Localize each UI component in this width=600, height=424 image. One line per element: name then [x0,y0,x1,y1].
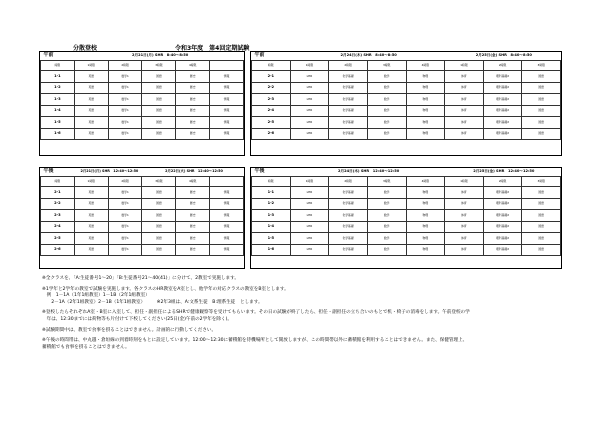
table-row [41,128,244,140]
subject-cell: 歴史 [176,128,210,140]
table-row [41,233,244,245]
note-line: 2－1A（2年1組教室）2－1B（1年1組教室） ※2年3組は、A:文系生徒 B:理系生徒 とします。 [42,299,263,305]
schedule-table [40,52,244,140]
subject-cell: 国語 [522,221,561,233]
subject-cell: 体育 [445,94,484,106]
table-row [41,94,244,106]
subject-cell: 国語 [522,187,561,199]
class-label: 2-3 [252,94,291,106]
class-label: 2-6 [41,244,75,256]
subject-cell: 英語 [74,221,108,233]
period-header [210,177,244,187]
subject-cell: 国語 [522,233,561,245]
subject-cell: 数学1 [108,105,142,117]
table-row [252,94,561,106]
period-header: 時限 [252,177,291,187]
class-label: 2-4 [252,105,291,117]
period-header: 1時限 [290,177,329,187]
class-label: 2-3 [41,210,75,222]
subject-cell: 数学1 [108,221,142,233]
table-row [41,105,244,117]
subject-cell: 理科基礎2 [483,105,522,117]
table-row [41,244,244,256]
subject-cell: 情報 [210,233,244,245]
schedule-table [251,168,561,256]
subject-cell: 国語 [142,198,176,210]
subject-cell: 化学基礎 [329,198,368,210]
subject-cell: 歴史 [176,221,210,233]
subject-cell: 数学1 [108,128,142,140]
subject-cell: 理科基礎2 [483,244,522,256]
schedule-block-afternoon-y2 [39,167,245,269]
schedule-table [251,52,561,140]
class-label: 2-1 [41,187,75,199]
subject-cell: LHR [290,117,329,129]
subject-cell: 数学 [367,244,406,256]
subject-cell: 情報 [210,82,244,94]
subject-cell: 数学 [367,233,406,245]
subject-cell: 歴史 [176,82,210,94]
subject-cell: 歴史 [176,210,210,222]
subject-cell: LHR [290,244,329,256]
subject-cell: 英語 [74,82,108,94]
subject-cell: LHR [290,105,329,117]
subject-cell: 理科基礎2 [483,210,522,222]
note-line: 年は、12:30までには荷物等も片付けて下校してください(25日(金)午前の2学年を除く)。 [42,316,232,322]
subject-cell: 国語 [142,244,176,256]
subject-cell: 国語 [142,117,176,129]
subject-cell: LHR [290,187,329,199]
subject-cell: LHR [290,210,329,222]
subject-cell: 体育 [445,187,484,199]
date-label: 2月21日(月) SHR 12:40～12:50 [80,169,139,174]
subject-cell: 物理 [406,198,445,210]
subject-cell: 物理 [406,128,445,140]
subject-cell: 数学 [367,187,406,199]
subject-cell: 体育 [445,117,484,129]
subject-cell: 物理 [406,233,445,245]
note-line: ※午後の時間帯は、中丸越・倉垣線の到着時刻をもとに設定しています。12:00～12:30に蓄積館を待機場所として開放しますが、この時間帯以外に蓄積館を利用することはできません。また、保健管理上、 [42,338,468,344]
table-row [252,71,561,83]
subject-cell: 化学基礎 [329,128,368,140]
section-label: 午後 [254,168,265,175]
subject-cell: 理科基礎2 [483,117,522,129]
class-label: 2-5 [252,117,291,129]
class-label: 1-1 [41,71,75,83]
school-label: 分散登校 [73,45,98,52]
subject-cell: 国語 [142,105,176,117]
note-line: ※登校したらそれぞれA室・B室に入室して、担任・副担任によるSHRで健康観察等を受けてもらいます。その日の試験が終了したら、担任・副担任の立ち合いのもとで机・椅子の消毒をします。午前登校の学 [42,310,470,316]
subject-cell: 体育 [445,233,484,245]
period-header: 4時限 [176,177,210,187]
period-header: 3時限 [142,177,176,187]
table-row [41,210,244,222]
subject-cell: LHR [290,233,329,245]
class-label: 2-4 [41,221,75,233]
period-header: 1時限 [290,61,329,71]
subject-cell: 国語 [142,71,176,83]
note-line: 例 1－1A（1年1組教室）1－1B（2年1組教室） [42,293,150,299]
subject-cell: 国語 [142,210,176,222]
subject-cell: 化学基礎 [329,210,368,222]
subject-cell: 数学 [367,94,406,106]
period-header: 1時限 [74,177,108,187]
subject-cell: 歴史 [176,198,210,210]
subject-cell: 国語 [142,94,176,106]
period-header: 1時限 [445,177,484,187]
subject-cell: 英語 [74,233,108,245]
subject-cell: 理科基礎2 [483,128,522,140]
date-label: 2月24日(木) SHR 8:40～8:50 [340,53,397,58]
subject-cell: 国語 [522,82,561,94]
subject-cell: 化学基礎 [329,94,368,106]
table-row [252,210,561,222]
table-row [41,117,244,129]
subject-cell: 化学基礎 [329,187,368,199]
subject-cell: 体育 [445,82,484,94]
schedule-block-morning-y1 [39,51,245,156]
subject-cell: 国語 [142,233,176,245]
table-row [252,82,561,94]
subject-cell: 数学 [367,105,406,117]
subject-cell: 情報 [210,71,244,83]
note-line: ※全クラスを、「A:生徒番号1～20」「B:生徒番号21～40(41)」に分けて、2教室で実施します。 [42,276,239,281]
class-label: 1-5 [252,233,291,245]
section-label: 午後 [43,168,54,175]
subject-cell: 数学1 [108,233,142,245]
period-header [210,61,244,71]
subject-cell: 国語 [522,210,561,222]
subject-cell: 情報 [210,128,244,140]
table-body [252,187,561,256]
table-body [41,187,244,256]
subject-cell: 物理 [406,187,445,199]
subject-cell: 英語 [74,117,108,129]
subject-cell: 数学1 [108,198,142,210]
subject-cell: 物理 [406,221,445,233]
subject-cell: 数学1 [108,71,142,83]
class-label: 1-5 [41,117,75,129]
period-header: 3時限 [522,61,561,71]
subject-cell: LHR [290,71,329,83]
period-header: 2時限 [108,177,142,187]
subject-cell: 理科基礎2 [483,221,522,233]
period-header: 時限 [41,61,75,71]
period-header: 3時限 [522,177,561,187]
section-label: 午前 [254,52,265,59]
class-label: 1-4 [41,105,75,117]
subject-cell: 情報 [210,105,244,117]
subject-cell: 化学基礎 [329,71,368,83]
table-row [41,187,244,199]
period-header: 2時限 [329,177,368,187]
subject-cell: 化学基礎 [329,105,368,117]
subject-cell: 体育 [445,221,484,233]
subject-cell: 国語 [522,105,561,117]
subject-cell: 数学1 [108,82,142,94]
table-row [252,198,561,210]
period-header: 2時限 [483,177,522,187]
subject-cell: 数学1 [108,187,142,199]
date-label: 2月25日(金) SHR 8:40～8:50 [475,53,532,58]
subject-cell: 物理 [406,105,445,117]
subject-cell: 化学基礎 [329,244,368,256]
subject-cell: 数学 [367,82,406,94]
subject-cell: LHR [290,128,329,140]
subject-cell: 情報 [210,198,244,210]
subject-cell: 物理 [406,94,445,106]
subject-cell: 体育 [445,105,484,117]
table-row [41,198,244,210]
subject-cell: 数学 [367,117,406,129]
period-header: 3時限 [142,61,176,71]
subject-cell: 理科基礎2 [483,187,522,199]
subject-cell: 国語 [522,94,561,106]
subject-cell: 国語 [522,244,561,256]
subject-cell: 英語 [74,128,108,140]
table-row [41,82,244,94]
period-header: 3時限 [367,177,406,187]
period-header: 1時限 [74,61,108,71]
period-header: 4時限 [406,177,445,187]
schedule-table [40,168,244,256]
subject-cell: 国語 [522,198,561,210]
subject-cell: 情報 [210,210,244,222]
date-label: 2月21日(月) SHR 8:40～8:50 [132,53,189,58]
subject-cell: 化学基礎 [329,117,368,129]
table-row [252,187,561,199]
class-label: 1-1 [252,187,291,199]
subject-cell: 理科基礎2 [483,233,522,245]
subject-cell: 歴史 [176,71,210,83]
subject-cell: 情報 [210,244,244,256]
subject-cell: LHR [290,94,329,106]
table-row [252,105,561,117]
subject-cell: 体育 [445,71,484,83]
period-header: 2時限 [483,61,522,71]
subject-cell: 歴史 [176,233,210,245]
page-title: 令和3年度 第4回定期試験 [175,45,250,52]
subject-cell: 数学1 [108,210,142,222]
table-row [252,244,561,256]
subject-cell: 物理 [406,82,445,94]
class-label: 2-1 [252,71,291,83]
subject-cell: 体育 [445,210,484,222]
subject-cell: LHR [290,82,329,94]
class-label: 2-2 [41,198,75,210]
class-label: 1-4 [252,221,291,233]
period-header: 時限 [41,177,75,187]
class-label: 1-3 [41,94,75,106]
date-label: 2月22日(火) SHR 12:40～12:50 [165,169,223,174]
subject-cell: 体育 [445,244,484,256]
table-row [252,117,561,129]
period-header: 4時限 [406,61,445,71]
subject-cell: 物理 [406,117,445,129]
subject-cell: 英語 [74,210,108,222]
subject-cell: 国語 [522,128,561,140]
subject-cell: 体育 [445,128,484,140]
subject-cell: 物理 [406,244,445,256]
subject-cell: 数学 [367,210,406,222]
subject-cell: 化学基礎 [329,233,368,245]
subject-cell: 英語 [74,198,108,210]
class-label: 2-5 [41,233,75,245]
note-line: 蓄積館でも食事を摂ることはできません。 [42,344,130,350]
subject-cell: 国語 [142,187,176,199]
schedule-block-afternoon-y1 [250,167,562,269]
subject-cell: 英語 [74,187,108,199]
subject-cell: 理科基礎2 [483,82,522,94]
subject-cell: 情報 [210,221,244,233]
class-label: 1-2 [41,82,75,94]
class-label: 2-2 [252,82,291,94]
subject-cell: 歴史 [176,117,210,129]
subject-cell: 国語 [522,117,561,129]
note-line: ※試験期間中は、教室で食事を摂ることはできません。計画的に行動してください。 [42,327,217,333]
date-label: 2月25日(金) SHR 12:40～12:50 [473,169,535,174]
subject-cell: 英語 [74,71,108,83]
subject-cell: 理科基礎2 [483,94,522,106]
note-line: ※1学年と2学年の教室で試験を実施します。各クラスのHR教室をA室とし、他学年の対応クラスの教室をB室とします。 [42,286,289,292]
period-header: 2時限 [108,61,142,71]
period-header: 1時限 [445,61,484,71]
subject-cell: 国語 [142,82,176,94]
subject-cell: 数学 [367,198,406,210]
subject-cell: 数学 [367,128,406,140]
table-row [252,233,561,245]
table-body [41,71,244,140]
subject-cell: 情報 [210,117,244,129]
table-row [252,128,561,140]
period-header: 3時限 [367,61,406,71]
subject-cell: 歴史 [176,94,210,106]
table-body [252,71,561,140]
class-label: 1-2 [252,198,291,210]
subject-cell: 数学 [367,221,406,233]
subject-cell: LHR [290,221,329,233]
subject-cell: 英語 [74,105,108,117]
class-label: 2-6 [252,128,291,140]
subject-cell: 歴史 [176,187,210,199]
period-header: 4時限 [176,61,210,71]
subject-cell: 物理 [406,71,445,83]
class-label: 1-6 [252,244,291,256]
subject-cell: 理科基礎2 [483,198,522,210]
subject-cell: 英語 [74,94,108,106]
subject-cell: 国語 [142,128,176,140]
subject-cell: LHR [290,198,329,210]
table-row [41,71,244,83]
subject-cell: 数学1 [108,94,142,106]
subject-cell: 理科基礎2 [483,71,522,83]
subject-cell: 化学基礎 [329,82,368,94]
subject-cell: 化学基礎 [329,221,368,233]
table-row [41,221,244,233]
subject-cell: 数学 [367,71,406,83]
period-header: 2時限 [329,61,368,71]
class-label: 1-3 [252,210,291,222]
schedule-block-morning-y2 [250,51,562,156]
class-label: 1-6 [41,128,75,140]
subject-cell: 体育 [445,198,484,210]
subject-cell: 歴史 [176,105,210,117]
subject-cell: 歴史 [176,244,210,256]
section-label: 午前 [43,52,54,59]
subject-cell: 国語 [142,221,176,233]
subject-cell: 英語 [74,244,108,256]
table-row [252,221,561,233]
subject-cell: 物理 [406,210,445,222]
period-header: 時限 [252,61,291,71]
subject-cell: 情報 [210,187,244,199]
subject-cell: 数学1 [108,244,142,256]
notes-section [42,276,562,351]
subject-cell: 数学1 [108,117,142,129]
date-label: 2月24日(木) SHR 12:40～12:50 [338,169,400,174]
subject-cell: 情報 [210,94,244,106]
subject-cell: 国語 [522,71,561,83]
